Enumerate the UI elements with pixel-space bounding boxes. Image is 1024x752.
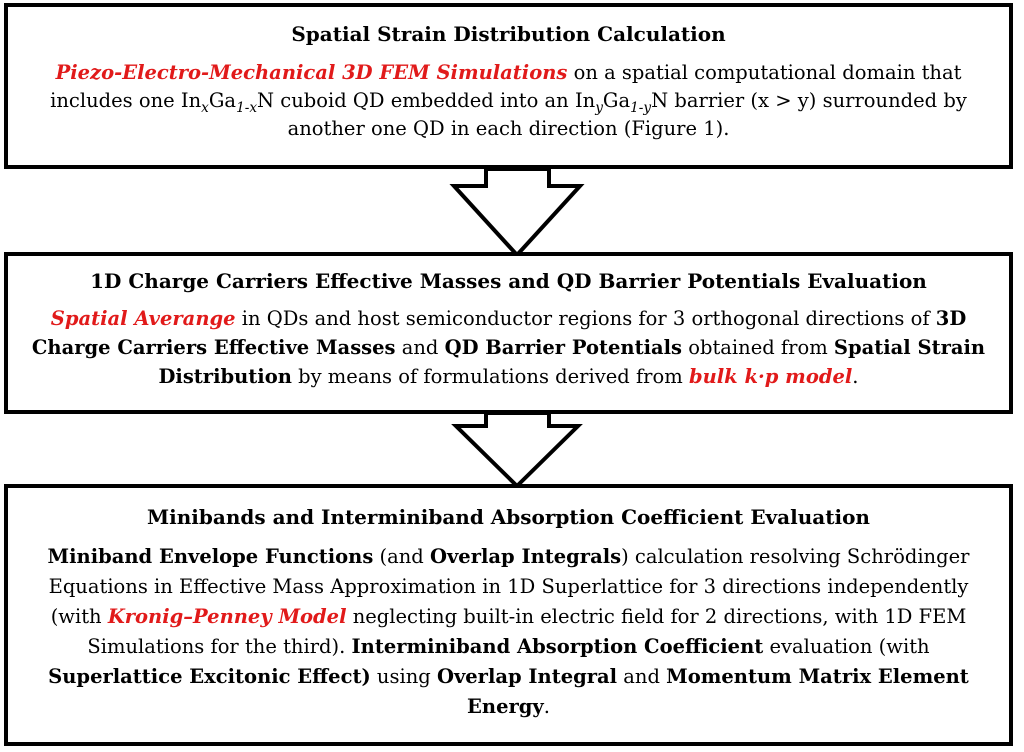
step-description-effective-masses: Spatial Averange in QDs and host semiconductor regions for 3 orthogonal directions of 3D Charge Carriers Effective Masses and QD Barrier Potentials obtained from Spatial Strain Distribution by means of formulations derived from bulk k·p model. bbox=[31, 307, 986, 388]
highlight-kronig-penney: Kronig–Penney Model bbox=[107, 605, 347, 628]
step-title-strain: Spatial Strain Distribution Calculation bbox=[291, 22, 726, 46]
step-title-minibands: Minibands and Interminiband Absorption Coefficient Evaluation bbox=[147, 505, 870, 529]
highlight-spatial-average: Spatial Averange bbox=[50, 307, 236, 330]
flow-arrow-2-shape bbox=[456, 413, 578, 486]
flow-arrow-1-shape bbox=[454, 169, 580, 255]
step-description-strain: Piezo-Electro-Mechanical 3D FEM Simulations on a spatial computational domain that includes one $In_xGa_{1-x}N$ cuboid QD embedded into an $In_yGa_{1-y}N$ barrier (x > y) surrounded by another one QD in each direction (Figure 1). bbox=[50, 61, 967, 140]
step-box-minibands bbox=[4, 484, 1013, 746]
step-description-minibands: Miniband Envelope Functions (and Overlap Integrals) calculation resolving Schrödinger Equations in Effective Mass Approximation in 1D Superlattice for 3 directions independently (with Kronig–Penney Model neglecting built-in electric field for 2 directions, with 1D FEM Simulations for the third). Interminiband Absorption Coefficient evaluation (with Superlattice Excitonic Effect) using Overlap Integral and Momentum Matrix Element Energy. bbox=[47, 545, 970, 718]
highlight-kp-model: bulk k·p model bbox=[688, 365, 853, 388]
highlight-fem-simulations: Piezo-Electro-Mechanical 3D FEM Simulations bbox=[55, 61, 568, 84]
step-box-effective-masses bbox=[4, 252, 1013, 414]
step-title-effective-masses: 1D Charge Carriers Effective Masses and QD Barrier Potentials Evaluation bbox=[90, 269, 927, 293]
